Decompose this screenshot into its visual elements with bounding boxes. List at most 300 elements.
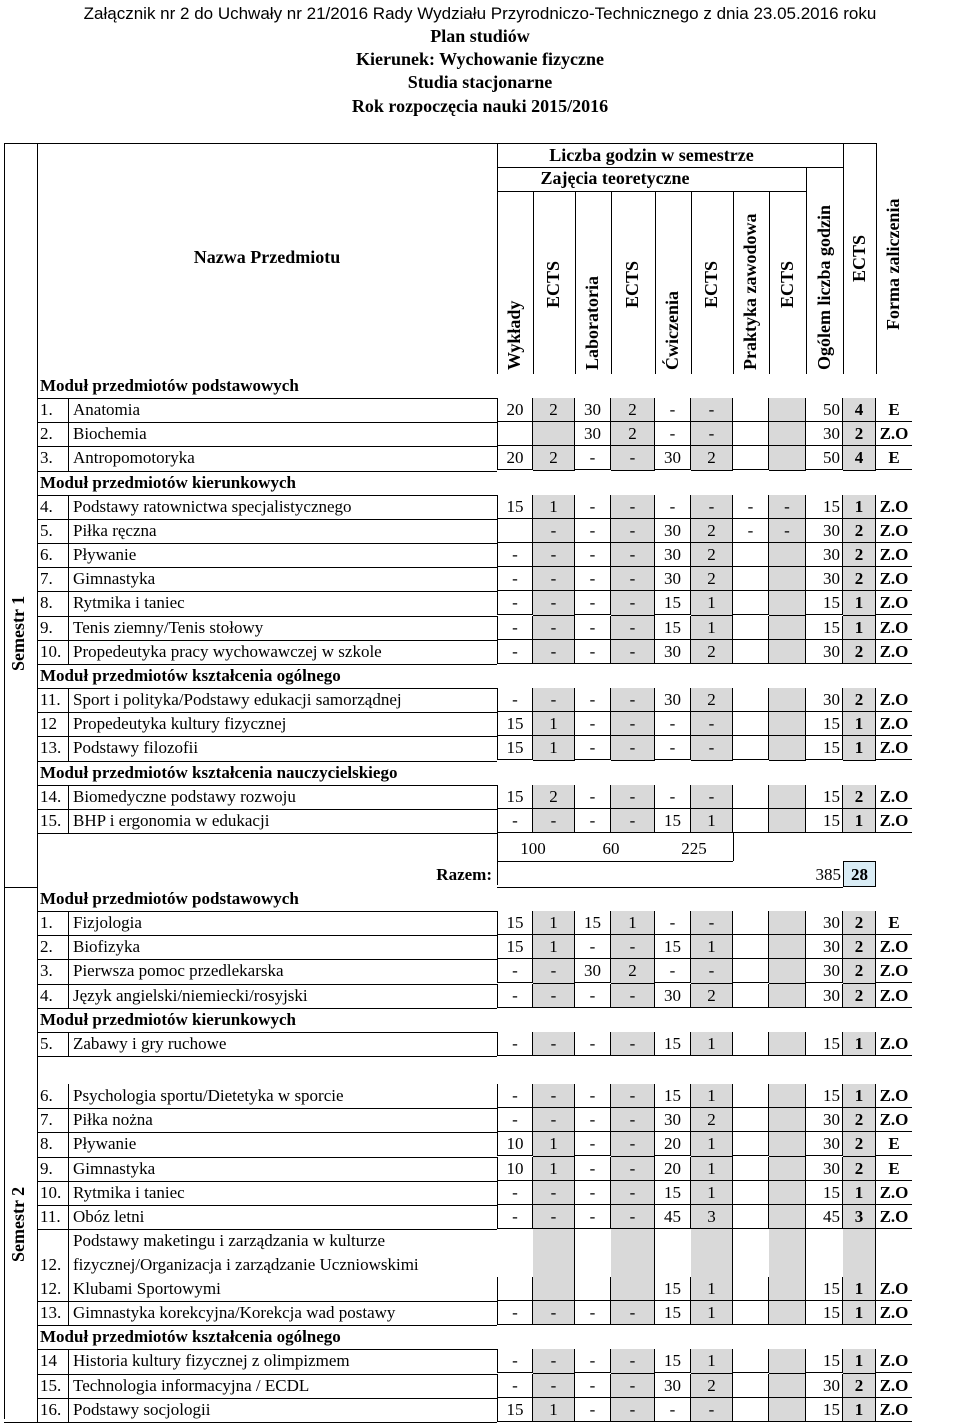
value-total-hours: 30 [806, 543, 843, 567]
value-total-hours: 30 [806, 935, 843, 959]
value-lectures: 15 [497, 712, 533, 736]
value-ects: - [611, 1301, 655, 1325]
grid-line [733, 191, 734, 374]
grid-line [68, 959, 69, 983]
totals-label: Razem: [436, 865, 492, 884]
value-ects: 2 [843, 567, 876, 591]
grid-line [691, 191, 692, 374]
value-assessment: Z.O [876, 1301, 912, 1325]
value-exercises: 20 [655, 1157, 691, 1181]
subject-name: BHP i ergonomia w edukacji [73, 810, 270, 830]
value-assessment: Z.O [876, 1032, 912, 1056]
subject-name: Gimnastyka [73, 569, 156, 589]
subject-header: Nazwa Przedmiotu [193, 247, 341, 267]
value-assessment: Z.O [876, 1181, 912, 1205]
value-lectures: - [497, 1301, 533, 1325]
value-exercises: - [655, 959, 691, 983]
value-ects: - [691, 959, 733, 983]
value-exercises: - [655, 1398, 691, 1422]
hours-header: Liczba godzin w semestrze [549, 145, 754, 165]
value-labs: - [575, 1301, 611, 1325]
value-practice [733, 1181, 769, 1205]
value-labs: - [575, 1181, 611, 1205]
value-assessment: Z.O [876, 935, 912, 959]
value-total-hours: 15 [806, 1084, 843, 1108]
value-ects: - [533, 1349, 575, 1373]
grid-line [37, 833, 497, 834]
value-practice [733, 1374, 769, 1398]
value-lectures: 15 [497, 1398, 533, 1422]
value-ects [769, 736, 806, 760]
grid-line [843, 143, 844, 374]
grid-line [68, 809, 69, 833]
grid-line [37, 374, 38, 1422]
col-header-ects: ECTS [543, 260, 563, 308]
value-lectures: 15 [497, 736, 533, 760]
value-ects: - [533, 1032, 575, 1056]
value-ects: 2 [843, 1157, 876, 1181]
subject-name: Podstawy filozofii [73, 738, 199, 758]
value-ects: 1 [533, 736, 575, 760]
subject-name-line: fizycznej/Organizacja i zarządzanie Uczniowskimi [73, 1255, 419, 1275]
value-ects [533, 422, 575, 446]
subject-name: Tenis ziemny/Tenis stołowy [73, 617, 264, 637]
row-number: 13. [40, 1303, 62, 1323]
row-number: 4. [40, 496, 53, 516]
value-practice [733, 567, 769, 591]
grid-line [68, 1398, 69, 1422]
value-ects: 2 [691, 446, 733, 470]
value-exercises: - [655, 911, 691, 935]
value-labs: 15 [575, 911, 611, 935]
value-labs: - [575, 712, 611, 736]
value-practice [733, 1108, 769, 1132]
value-total-hours: 15 [806, 1277, 843, 1301]
grid-line [876, 143, 877, 374]
value-practice [733, 398, 769, 422]
value-total-hours: 15 [806, 809, 843, 833]
value-ects: 2 [611, 422, 655, 446]
value-assessment: Z.O [876, 1084, 912, 1108]
value-ects: 4 [843, 446, 876, 470]
value-assessment: Z.O [876, 640, 912, 664]
value-practice [733, 1205, 769, 1229]
value-assessment: Z.O [876, 736, 912, 760]
row-number: 14 [40, 1351, 57, 1371]
value-ects: - [533, 543, 575, 567]
module-header: Moduł przedmiotów kształcenia nauczycielskiego [40, 762, 398, 782]
study-mode-title: Studia stacjonarne [407, 72, 553, 92]
value-labs: - [575, 1108, 611, 1132]
value-lectures: - [497, 543, 533, 567]
value-lectures: - [497, 1032, 533, 1056]
value-exercises: 30 [655, 688, 691, 712]
row-number: 12 [40, 714, 57, 734]
value-labs: - [575, 688, 611, 712]
value-ects: - [611, 446, 655, 470]
value-ects: 2 [533, 446, 575, 470]
col-header-labs: Laboratoria [582, 276, 602, 370]
row-number: 9. [40, 1158, 53, 1178]
value-labs: 30 [575, 959, 611, 983]
value-lectures: - [497, 1205, 533, 1229]
value-practice [733, 1032, 769, 1056]
value-ects: 2 [843, 519, 876, 543]
subject-name: Piłka nożna [73, 1110, 153, 1130]
value-lectures: 20 [497, 446, 533, 470]
value-assessment: Z.O [876, 519, 912, 543]
value-ects: 2 [611, 959, 655, 983]
value-ects [769, 1398, 806, 1422]
subject-name: Antropomotoryka [73, 448, 195, 468]
col-header-ects: ECTS [776, 260, 797, 308]
value-ects: 2 [843, 688, 876, 712]
value-lectures: 10 [497, 1132, 533, 1156]
value-lectures: 15 [497, 935, 533, 959]
value-labs: - [575, 640, 611, 664]
value-ects: 1 [691, 1157, 733, 1181]
value-ects: 2 [691, 567, 733, 591]
value-labs: 30 [575, 422, 611, 446]
value-ects: - [611, 1374, 655, 1398]
value-ects: - [691, 736, 733, 760]
module-header: Moduł przedmiotów podstawowych [40, 376, 299, 395]
value-practice [733, 1132, 769, 1156]
value-lectures: - [497, 640, 533, 664]
value-total-hours: 30 [806, 1157, 843, 1181]
value-practice [733, 446, 769, 470]
value-total-hours: 15 [806, 1398, 843, 1422]
value-lectures: - [497, 616, 533, 640]
value-lectures: - [497, 1084, 533, 1108]
value-practice [733, 1157, 769, 1181]
value-labs: - [575, 1349, 611, 1373]
value-ects: 2 [843, 984, 876, 1008]
value-practice: - [733, 495, 769, 519]
value-ects [769, 1374, 806, 1398]
value-exercises: - [655, 398, 691, 422]
row-number: 3. [40, 961, 53, 981]
grid-line [68, 446, 69, 470]
col-header-lectures: Wykłady [504, 300, 524, 370]
col-header-ects: ECTS [848, 234, 869, 282]
grid-line [68, 616, 69, 640]
value-ects [769, 1349, 806, 1373]
value-total-hours: 15 [806, 591, 843, 615]
value-ects: - [611, 519, 655, 543]
row-number: 6. [40, 545, 53, 564]
value-total-hours: 15 [806, 1181, 843, 1205]
value-ects [769, 640, 806, 664]
row-number: 5. [40, 520, 53, 540]
grid-line [68, 1132, 69, 1156]
grid-line [68, 1181, 69, 1205]
total-exercises: 225 [681, 839, 707, 858]
value-ects: 1 [533, 495, 575, 519]
value-ects: - [611, 1084, 655, 1108]
value-total-hours: 30 [806, 911, 843, 935]
grid-line [497, 887, 843, 888]
value-ects: - [611, 1181, 655, 1205]
value-total-hours: 15 [806, 1301, 843, 1325]
grid-line [68, 1349, 69, 1373]
value-practice [733, 422, 769, 446]
value-practice [733, 640, 769, 664]
value-lectures: 15 [497, 495, 533, 519]
total-hours: 385 [815, 865, 841, 884]
value-ects: - [533, 1181, 575, 1205]
value-ects: - [691, 398, 733, 422]
value-lectures: 15 [497, 911, 533, 935]
value-ects: 1 [691, 591, 733, 615]
value-ects [769, 446, 806, 470]
value-ects: - [611, 1349, 655, 1373]
grid-line [68, 640, 69, 664]
value-exercises: 15 [655, 591, 691, 615]
value-ects: - [691, 712, 733, 736]
row-number: 10. [40, 1182, 62, 1202]
value-ects: 2 [843, 1374, 876, 1398]
subject-name: Rytmika i taniec [73, 593, 185, 613]
value-ects: - [691, 422, 733, 446]
row-number: 8. [40, 593, 53, 613]
value-assessment: Z.O [876, 1398, 912, 1422]
value-assessment: Z.O [876, 422, 912, 446]
value-total-hours: 15 [806, 785, 843, 809]
row-number: 1. [40, 913, 53, 932]
value-ects: - [533, 1084, 575, 1108]
value-ects: 1 [691, 1132, 733, 1156]
value-ects: 1 [533, 1132, 575, 1156]
value-labs: - [575, 1374, 611, 1398]
row-number: 8. [40, 1134, 53, 1154]
subject-name: Podstawy ratownictwa specjalistycznego [73, 496, 352, 516]
total-ects: 28 [843, 861, 876, 887]
grid-line [575, 191, 576, 374]
value-practice [733, 616, 769, 640]
value-ects: 1 [691, 1349, 733, 1373]
value-ects: 1 [691, 1084, 733, 1108]
value-ects: 2 [843, 1132, 876, 1156]
subject-name: Propedeutyka kultury fizycznej [73, 714, 287, 734]
value-exercises: - [655, 736, 691, 760]
value-exercises: 30 [655, 567, 691, 591]
value-ects: 2 [691, 543, 733, 567]
value-ects: - [611, 1398, 655, 1422]
value-ects: - [533, 591, 575, 615]
value-ects: - [611, 1108, 655, 1132]
value-assessment: E [876, 398, 912, 422]
value-practice [733, 1349, 769, 1373]
value-ects: 1 [843, 1398, 876, 1422]
module-header: Moduł przedmiotów kształcenia ogólnego [40, 666, 341, 685]
value-labs: - [575, 736, 611, 760]
subject-name: Obóz letni [73, 1207, 145, 1226]
value-ects: 1 [691, 1229, 733, 1301]
value-labs: - [575, 446, 611, 470]
subject-name: Psychologia sportu/Dietetyka w sporcie [73, 1086, 344, 1105]
value-ects: - [533, 1374, 575, 1398]
subject-name: Piłka ręczna [73, 520, 157, 540]
grid-line [68, 935, 69, 959]
value-ects: - [533, 688, 575, 712]
value-total-hours: 50 [806, 398, 843, 422]
value-ects [769, 1157, 806, 1181]
value-ects [769, 398, 806, 422]
module-header: Moduł przedmiotów kształcenia ogólnego [40, 1327, 341, 1347]
value-ects: 1 [691, 1181, 733, 1205]
total-labs: 60 [602, 839, 620, 858]
value-ects [769, 1108, 806, 1132]
value-ects: - [691, 1398, 733, 1422]
grid-line [806, 167, 807, 374]
value-total-hours: 45 [806, 1205, 843, 1229]
value-ects: 2 [691, 984, 733, 1008]
value-ects [769, 809, 806, 833]
value-ects: - [611, 1157, 655, 1181]
grid-line [733, 833, 734, 861]
value-ects: 2 [691, 688, 733, 712]
value-ects [769, 1301, 806, 1325]
value-ects: 1 [691, 809, 733, 833]
grid-line [68, 984, 69, 1008]
value-total-hours: 15 [806, 736, 843, 760]
value-ects: - [611, 495, 655, 519]
grid-line [68, 736, 69, 760]
value-assessment: Z.O [876, 1205, 912, 1229]
value-practice: - [733, 519, 769, 543]
subject-name: Biomedyczne podstawy rozwoju [73, 786, 296, 806]
grid-line [68, 688, 69, 712]
value-ects: - [533, 809, 575, 833]
value-ects [769, 1181, 806, 1205]
value-ects [769, 591, 806, 615]
value-ects: - [611, 984, 655, 1008]
value-practice [733, 1084, 769, 1108]
value-practice [733, 984, 769, 1008]
subject-name: Podstawy socjologii [73, 1399, 211, 1419]
value-ects: - [533, 640, 575, 664]
value-ects: 1 [843, 712, 876, 736]
value-labs: - [575, 616, 611, 640]
value-ects: 1 [533, 935, 575, 959]
value-ects: - [533, 1108, 575, 1132]
value-practice [733, 543, 769, 567]
grid-line [497, 191, 806, 192]
value-ects [769, 911, 806, 935]
value-ects: 2 [843, 543, 876, 567]
subject-name-line: Klubami Sportowymi [73, 1279, 221, 1299]
value-labs: - [575, 1157, 611, 1181]
grid-line [4, 143, 876, 144]
subject-name: Gimnastyka korekcyjna/Korekcja wad postawy [73, 1303, 396, 1323]
value-labs: - [575, 519, 611, 543]
value-ects: - [533, 567, 575, 591]
value-ects [769, 935, 806, 959]
value-ects [611, 1229, 655, 1301]
value-ects [769, 567, 806, 591]
grid-line [68, 567, 69, 591]
value-ects [769, 959, 806, 983]
value-practice [733, 1398, 769, 1422]
value-ects [769, 616, 806, 640]
value-total-hours: 30 [806, 688, 843, 712]
value-exercises: 15 [655, 809, 691, 833]
value-lectures: - [497, 1181, 533, 1205]
value-ects: 2 [691, 1374, 733, 1398]
row-number: 3. [40, 448, 53, 468]
col-header-total-hours: Ogólem liczba godzin [813, 205, 834, 370]
subject-name: Sport i polityka/Podstawy edukacji samorządnej [73, 690, 402, 709]
value-assessment: E [876, 1132, 912, 1156]
value-ects: - [691, 495, 733, 519]
subject-name: Historia kultury fizycznej z olimpizmem [73, 1351, 350, 1371]
value-ects: 2 [691, 1108, 733, 1132]
value-ects: 1 [843, 1032, 876, 1056]
value-practice [733, 1301, 769, 1325]
value-lectures: - [497, 567, 533, 591]
value-ects: 2 [843, 640, 876, 664]
value-lectures: - [497, 1374, 533, 1398]
value-exercises: 30 [655, 984, 691, 1008]
value-ects: 1 [691, 935, 733, 959]
value-ects: - [611, 640, 655, 664]
grid-line [68, 1301, 69, 1325]
value-practice [733, 736, 769, 760]
value-assessment: Z.O [876, 959, 912, 983]
row-number: 7. [40, 1110, 53, 1130]
subject-name: Pływanie [73, 545, 137, 564]
value-ects [533, 1229, 575, 1301]
value-labs: - [575, 809, 611, 833]
subject-name: Zabawy i gry ruchowe [73, 1033, 227, 1053]
value-total-hours: 30 [806, 1108, 843, 1132]
grid-line [68, 1374, 69, 1398]
value-ects: 2 [843, 935, 876, 959]
row-number: 6. [40, 1086, 53, 1105]
value-ects: 1 [691, 1032, 733, 1056]
value-ects: 1 [843, 1349, 876, 1373]
col-header-ects: ECTS [701, 260, 721, 308]
value-ects: - [611, 1132, 655, 1156]
value-labs: - [575, 935, 611, 959]
value-ects: - [611, 543, 655, 567]
value-assessment: E [876, 911, 912, 935]
value-ects: 1 [843, 616, 876, 640]
module-header: Moduł przedmiotów kierunkowych [40, 1009, 296, 1029]
value-assessment: Z.O [876, 984, 912, 1008]
value-total-hours: 15 [806, 1032, 843, 1056]
value-labs: - [575, 1132, 611, 1156]
value-ects: 3 [843, 1205, 876, 1229]
grid-line [68, 1032, 69, 1056]
value-ects: - [611, 688, 655, 712]
value-exercises: 30 [655, 519, 691, 543]
value-lectures: 15 [497, 785, 533, 809]
value-exercises: 45 [655, 1205, 691, 1229]
subject-name: Pierwsza pomoc przedlekarska [73, 961, 284, 981]
subject-name: Anatomia [73, 400, 141, 419]
grid-line [843, 143, 876, 144]
value-lectures [497, 1277, 533, 1301]
value-exercises: - [655, 495, 691, 519]
value-ects [769, 688, 806, 712]
value-ects: - [611, 1032, 655, 1056]
subject-name: Biofizyka [73, 937, 141, 957]
value-exercises: 30 [655, 640, 691, 664]
subject-name: Technologia informacyjna / ECDL [73, 1375, 310, 1395]
grid-line [769, 191, 770, 374]
